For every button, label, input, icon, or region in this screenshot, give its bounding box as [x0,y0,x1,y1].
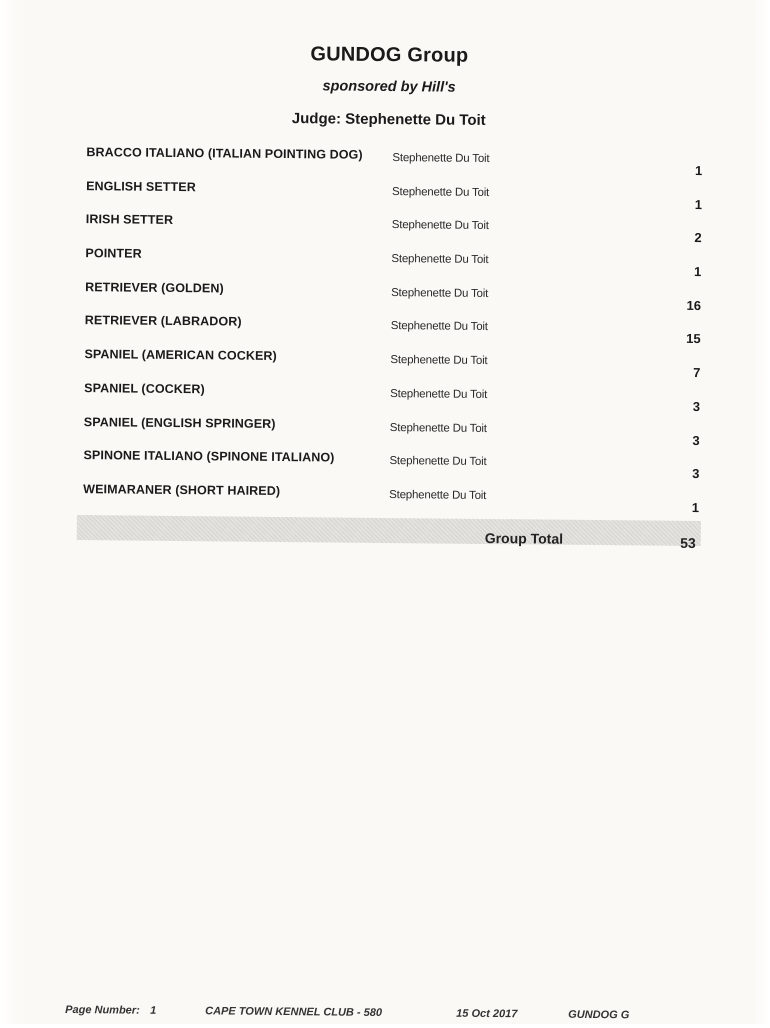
judge-name: Stephenette Du Toit [390,387,488,401]
breed-name: SPANIEL (COCKER) [84,380,205,397]
breed-name: IRISH SETTER [85,212,174,228]
page-title: GUNDOG Group [310,43,469,67]
breed-name: WEIMARANER (SHORT HAIRED) [83,481,281,498]
breed-name: SPANIEL (ENGLISH SPRINGER) [83,414,276,431]
breed-name: ENGLISH SETTER [86,178,196,194]
entry-count: 7 [693,365,701,381]
event-date: 15 Oct 2017 [456,1007,518,1021]
breed-name: RETRIEVER (LABRADOR) [84,313,242,330]
entry-count: 2 [694,230,702,246]
judge-name: Stephenette Du Toit [391,286,489,300]
judge-name: Stephenette Du Toit [390,354,488,368]
group-total-label: Group Total [484,529,564,547]
breed-name: RETRIEVER (GOLDEN) [85,279,224,296]
section-name: GUNDOG G [568,1008,630,1022]
entry-count: 1 [694,264,702,280]
page-number-label: Page Number: [65,1003,140,1017]
entry-count: 3 [692,466,700,482]
page-number: 1 [150,1004,157,1017]
breed-name: SPINONE ITALIANO (SPINONE ITALIANO) [83,448,335,465]
group-total-value: 53 [680,534,696,551]
judge-line: Judge: Stephenette Du Toit [291,110,486,129]
entry-count: 3 [692,432,700,448]
club-name: CAPE TOWN KENNEL CLUB - 580 [205,1005,383,1019]
breed-name: POINTER [85,246,142,261]
breed-name: BRACCO ITALIANO (ITALIAN POINTING DOG) [86,145,363,162]
entry-count: 1 [691,499,700,515]
group-total-bar [77,515,701,546]
judge-name: Stephenette Du Toit [392,185,490,199]
breed-name: SPANIEL (AMERICAN COCKER) [84,347,277,364]
judge-name: Stephenette Du Toit [391,219,489,233]
judge-name: Stephenette Du Toit [392,152,490,165]
sponsor-line: sponsored by Hill's [322,78,456,96]
judge-name: Stephenette Du Toit [389,488,487,502]
entry-count: 15 [686,331,701,347]
entry-count: 1 [694,162,703,179]
entries-list [83,145,707,521]
page-footer [0,1003,765,1027]
entry-count: 16 [686,297,702,313]
judge-name: Stephenette Du Toit [391,253,489,267]
entry-count: 3 [692,398,701,414]
judge-name: Stephenette Du Toit [389,421,487,435]
entry-count: 1 [694,196,703,212]
judge-name: Stephenette Du Toit [390,320,488,334]
judge-name: Stephenette Du Toit [389,455,487,469]
